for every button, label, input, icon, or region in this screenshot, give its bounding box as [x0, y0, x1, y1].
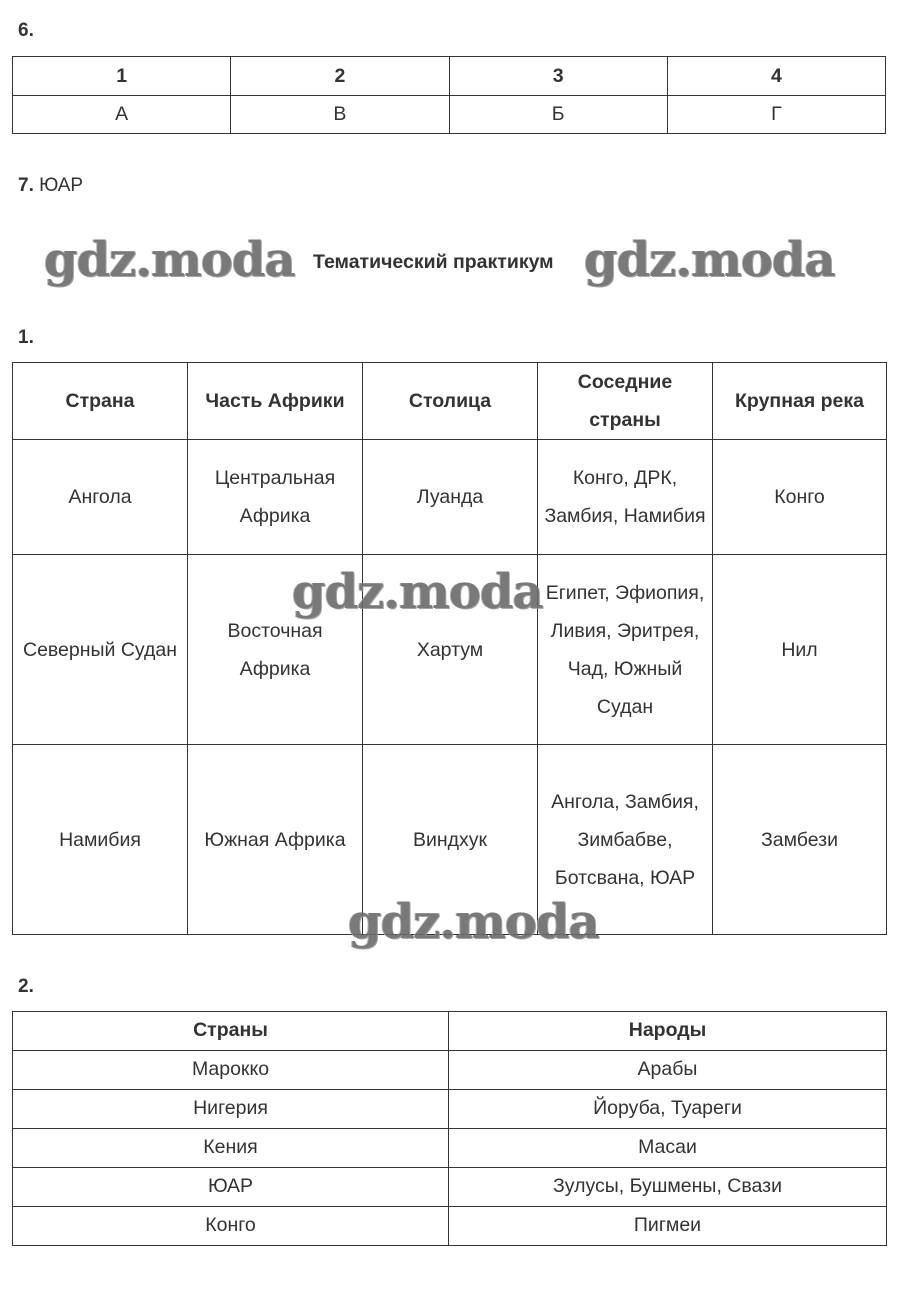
table-cell: Южная Африка: [188, 745, 363, 935]
table-cell: Нил: [713, 555, 887, 745]
task6-answer-2: В: [231, 96, 449, 134]
table-row: [13, 1168, 887, 1207]
table-cell: Арабы: [449, 1051, 887, 1090]
task6-answer-3: Б: [449, 96, 667, 134]
task7-number: 7.: [18, 175, 34, 196]
watermark-logo: gdz.moda: [44, 232, 295, 288]
table-cell: Восточная Африка: [188, 555, 363, 745]
watermark-logo: gdz.moda: [584, 232, 835, 288]
table-cell: Намибия: [13, 745, 188, 935]
table-row: [13, 1051, 887, 1090]
table-cell: Хартум: [363, 555, 538, 745]
table-cell: Конго: [13, 1207, 449, 1246]
table-cell: Луанда: [363, 440, 538, 555]
task1-header-capital: Столица: [363, 363, 538, 440]
table-cell: Конго: [713, 440, 887, 555]
table-cell: Центральная Африка: [188, 440, 363, 555]
table-row: [13, 1207, 887, 1246]
table-cell: Конго, ДРК, Замбия, Намибия: [538, 440, 713, 555]
table-cell: Ангола, Замбия, Зимбабве, Ботсвана, ЮАР: [538, 745, 713, 935]
task6-answer-4: Г: [667, 96, 885, 134]
task1-header-river: Крупная река: [713, 363, 887, 440]
task1-header-country: Страна: [13, 363, 188, 440]
table-cell: Йоруба, Туареги: [449, 1090, 887, 1129]
table-row: [13, 555, 887, 745]
task2-header-peoples: Народы: [449, 1012, 887, 1051]
task2-header-countries: Страны: [13, 1012, 449, 1051]
task1-header-neighbors: Соседние страны: [538, 363, 713, 440]
watermark-logo: gdz.moda: [348, 894, 599, 950]
task6-answer-1: А: [13, 96, 231, 134]
task2-number: 2.: [18, 976, 34, 997]
table-cell: Северный Судан: [13, 555, 188, 745]
task7: [18, 175, 83, 197]
table-row: [13, 1129, 887, 1168]
table-cell: Марокко: [13, 1051, 449, 1090]
table-cell: Масаи: [449, 1129, 887, 1168]
table-row: [13, 745, 887, 935]
table-cell: Египет, Эфиопия, Ливия, Эритрея, Чад, Южный Судан: [538, 555, 713, 745]
table-cell: Замбези: [713, 745, 887, 935]
task6-header-2: 2: [231, 57, 449, 96]
watermark-logo: gdz.moda: [292, 564, 543, 620]
table-cell: Ангола: [13, 440, 188, 555]
table-row: [13, 440, 887, 555]
task6-number: 6.: [18, 20, 34, 41]
task6-header-4: 4: [667, 57, 885, 96]
task6-header-3: 3: [449, 57, 667, 96]
task6-table: [12, 56, 886, 134]
table-cell: Кения: [13, 1129, 449, 1168]
table-cell: Виндхук: [363, 745, 538, 935]
task6-header-1: 1: [13, 57, 231, 96]
table-cell: ЮАР: [13, 1168, 449, 1207]
task7-answer: ЮАР: [39, 175, 84, 196]
task1-number: 1.: [18, 327, 34, 348]
table-row: [13, 1090, 887, 1129]
table-cell: Зулусы, Бушмены, Свази: [449, 1168, 887, 1207]
table-cell: Пигмеи: [449, 1207, 887, 1246]
section-title: Тематический практикум: [313, 251, 554, 273]
task2-table: [12, 1011, 887, 1246]
task1-table: [12, 362, 887, 935]
task1-header-region: Часть Африки: [188, 363, 363, 440]
table-cell: Нигерия: [13, 1090, 449, 1129]
